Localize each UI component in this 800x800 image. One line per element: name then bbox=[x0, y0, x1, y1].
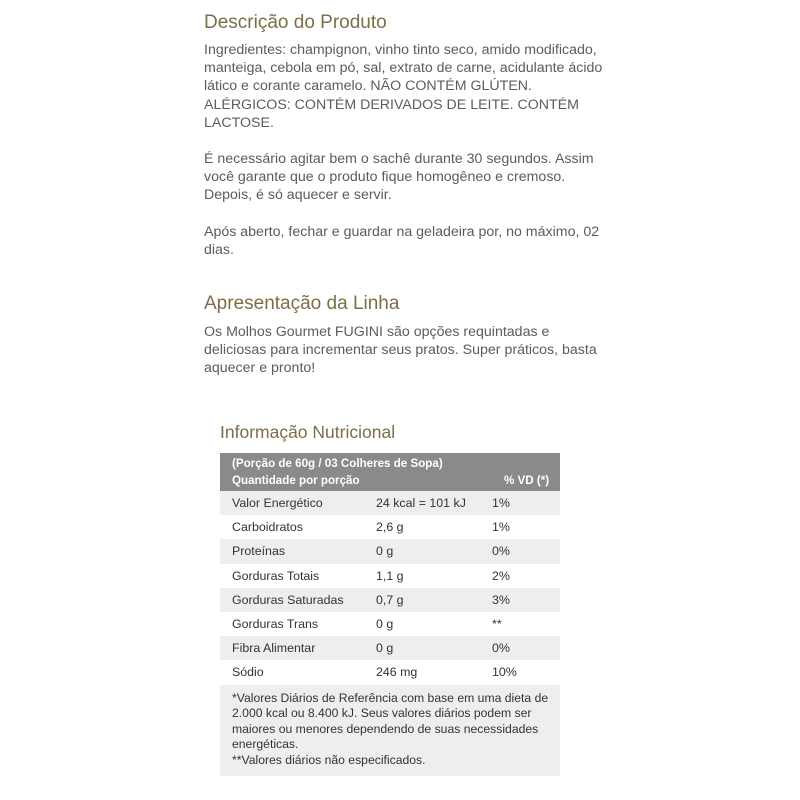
nutrient-amount: 1,1 g bbox=[376, 568, 404, 583]
portion-row bbox=[220, 453, 560, 472]
nutrient-vd: 10% bbox=[492, 665, 517, 680]
nutrient-amount: 246 mg bbox=[376, 665, 418, 680]
column-header-row bbox=[220, 472, 560, 491]
nutrient-vd: 3% bbox=[492, 592, 510, 607]
line-presentation-paragraph: Os Molhos Gourmet FUGINI são opções requintadas e deliciosas para incrementar seus pratos. Super práticos, basta aquecer e pronto! bbox=[204, 324, 597, 377]
product-description-heading: Descrição do Produto bbox=[204, 12, 387, 33]
nutrient-name: Carboidratos bbox=[232, 520, 303, 535]
quantity-column-header: Quantidade por porção bbox=[220, 472, 492, 491]
nutrition-facts-section bbox=[220, 420, 560, 776]
nutrient-name: Sódio bbox=[232, 665, 264, 680]
nutrient-vd: 0% bbox=[492, 641, 510, 656]
table-row bbox=[220, 636, 560, 660]
table-row bbox=[220, 660, 560, 684]
shake-instructions-paragraph: É necessário agitar bem o sachê durante 30 segundos. Assim você garante que o produto fique homogêneo e cremoso. Depois, é só aquecer e servir. bbox=[204, 151, 594, 204]
nutrition-facts-heading: Informação Nutricional bbox=[220, 422, 396, 442]
nutrient-name: Fibra Alimentar bbox=[232, 641, 316, 656]
nutrient-vd: ** bbox=[492, 617, 502, 632]
nutrient-amount: 0 g bbox=[376, 617, 394, 632]
nutrition-table bbox=[220, 453, 560, 685]
nutrient-amount: 0 g bbox=[376, 641, 394, 656]
nutrition-footnote bbox=[220, 685, 560, 777]
nutrient-amount: 24 kcal = 101 kJ bbox=[376, 496, 466, 511]
table-row bbox=[220, 612, 560, 636]
nutrient-amount: 2,6 g bbox=[376, 520, 404, 535]
table-row bbox=[220, 588, 560, 612]
line-presentation-section bbox=[204, 292, 604, 378]
nutrient-name: Valor Energético bbox=[232, 496, 323, 511]
nutrient-name: Gorduras Trans bbox=[232, 617, 319, 632]
nutrient-vd: 0% bbox=[492, 544, 510, 559]
ingredients-paragraph: Ingredientes: champignon, vinho tinto seco, amido modificado, manteiga, cebola em pó, sal, extrato de carne, acidulante ácido lático e corante caramelo. NÃO CONTÉM GLÚTEN. ALÉRGICOS: CONTÉM DERIVADOS DE LEITE. CONTÉM LACTOSE. bbox=[204, 42, 603, 131]
nutrient-name: Gorduras Totais bbox=[232, 568, 320, 583]
table-row bbox=[220, 539, 560, 563]
storage-paragraph: Após aberto, fechar e guardar na geladeira por, no máximo, 02 dias. bbox=[204, 223, 600, 258]
unspecified-values-footnote: **Valores diários não especificados. bbox=[232, 752, 426, 767]
line-presentation-heading: Apresentação da Linha bbox=[204, 293, 400, 314]
nutrient-name: Proteínas bbox=[232, 544, 286, 559]
vd-column-header: % VD (*) bbox=[492, 472, 560, 491]
nutrient-vd: 2% bbox=[492, 568, 510, 583]
nutrient-amount: 0,7 g bbox=[376, 592, 404, 607]
portion-label: (Porção de 60g / 03 Colheres de Sopa) bbox=[220, 453, 560, 472]
nutrient-amount: 0 g bbox=[376, 544, 394, 559]
table-row bbox=[220, 515, 560, 539]
table-row bbox=[220, 491, 560, 515]
nutrient-vd: 1% bbox=[492, 520, 510, 535]
table-row bbox=[220, 564, 560, 588]
nutrient-name: Gorduras Saturadas bbox=[232, 592, 344, 607]
product-description-section bbox=[204, 11, 604, 277]
nutrient-vd: 1% bbox=[492, 496, 510, 511]
daily-values-footnote: *Valores Diários de Referência com base em uma dieta de 2.000 kcal ou 8.400 kJ. Seus valores diários podem ser maiores ou menores dependendo de suas necessidades energéticas. bbox=[232, 690, 549, 752]
